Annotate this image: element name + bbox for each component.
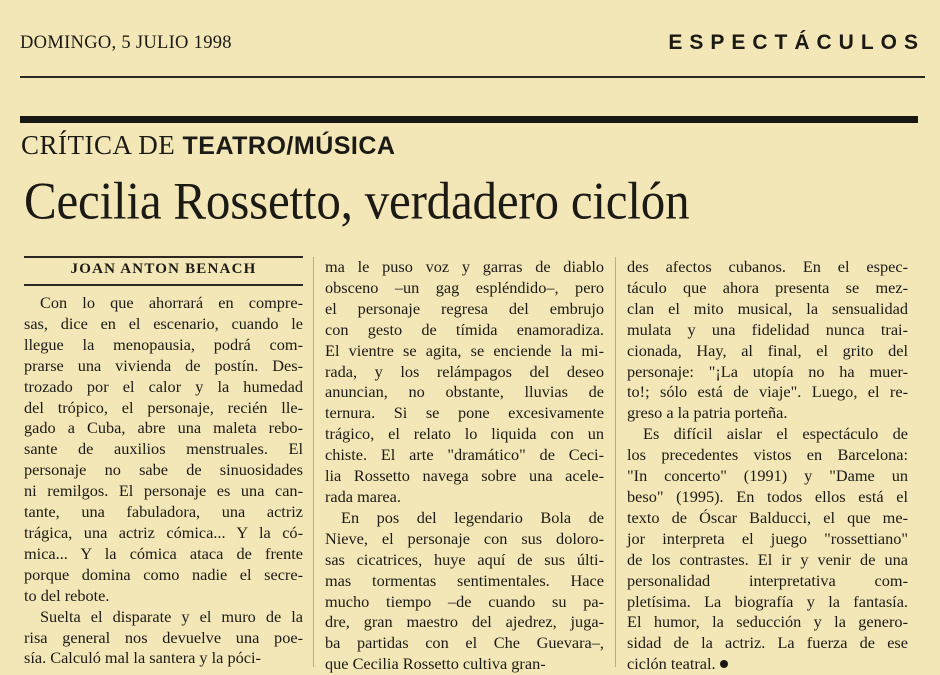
text-line: personaje: "¡La utopía no ha muer- [627,361,908,381]
text-line: "In concerto" (1991) y "Dame un [627,466,908,486]
kicker-prefix: CRÍTICA DE [21,130,183,160]
byline: JOAN ANTON BENACH [70,261,257,277]
text-line: táculo que ahora presenta se mez- [627,277,908,297]
text-line: que Cecilia Rossetto cultiva gran- [325,654,546,674]
text-line: sas, dice en el escenario, cuando le [24,313,303,333]
text-line: des afectos cubanos. En el espec- [627,257,908,276]
end-mark-icon [720,660,728,668]
column-separator [313,257,314,667]
text-line: En pos del legendario Bola de [341,507,604,527]
text-line: del trópico, el personaje, recién lle- [24,397,303,417]
text-line: lia Rossetto navega sobre una acele- [325,466,604,486]
article-column-3 [627,257,908,675]
text-line: porque domina como nadie el secre- [24,564,303,584]
text-line: obsceno –un gag espléndido–, pero [325,277,604,297]
text-line: rada, y los relámpagos del deseo [325,361,604,381]
text-line: sidad de la actriz. La fuerza de ese [627,633,908,653]
article-column-2 [325,257,604,675]
text-line: ma le puso voz y garras de diablo [325,257,604,276]
article-column-1 [24,293,303,669]
text-line: el personaje regresa del embrujo [325,298,604,318]
text-line: to del rebote. [24,585,110,605]
text-line: sía. Calculó mal la santera y la póci- [24,648,261,668]
kicker-bold: TEATRO/MÚSICA [182,132,396,160]
text-line: mulata y una fidelidad nunca trai- [627,319,908,339]
text-line: clan el mito musical, la sensualidad [627,298,908,318]
text-line: sas cicatrices, huye aquí de sus últi- [325,549,604,569]
text-line: mucho tiempo –de cuando su pa- [325,591,604,611]
header-rule [20,76,925,78]
text-line: ni remilgos. El personaje es una can- [24,481,303,501]
text-line: gado a Cuba, abre una maleta rebo- [24,418,303,438]
text-line: trágico, el relato lo liquida con un [325,424,604,444]
text-line: Suelta el disparate y el muro de la [40,606,303,626]
text-line: dre, gran maestro del ajedrez, juga- [325,612,604,632]
text-line: anuncian, no obstante, lluvias de [325,382,604,402]
byline-rule-top [24,256,303,258]
page-header [20,33,925,63]
text-line: Con lo que ahorrará en compre- [40,293,303,312]
text-line: rada marea. [325,486,401,506]
column-separator [615,257,616,667]
text-line: Nieve, el personaje con sus doloro- [325,528,604,548]
text-line: beso" (1995). En todos ellos está el [627,486,908,506]
byline-rule-bottom [24,284,303,286]
text-line: risa general nos devuelve una poe- [24,627,303,647]
article-top-rule [20,116,918,123]
text-line: Es difícil aislar el espectáculo de [643,424,908,444]
article-kicker [21,130,396,161]
text-line: El vientre se agita, se enciende la mi- [325,340,604,360]
text-line: tante, una fabuladora, una actriz [24,502,303,522]
text-line: jor interpreta el juego "rossettiano" [627,528,908,548]
text-line: personaje no sabe de sinuosidades [24,460,303,480]
text-line: mas tormentas sentimentales. Hace [325,570,604,590]
text-line: los precedentes vistos en Barcelona: [627,445,908,465]
text-line: trágica, una actriz cómica... Y la có- [24,522,303,542]
text-line: texto de Óscar Balducci, el que me- [627,507,908,527]
text-line: sante de auxilios menstruales. El [24,439,303,459]
text-line: trozado por el calor y la humedad [24,376,303,396]
text-line: ba partidas con el Che Guevara–, [325,633,604,653]
text-line: pletísima. La biografía y la fantasía. [627,591,908,611]
text-line: ciclón teatral. [627,654,908,675]
text-line: to!; sólo está de viaje". Luego, el re- [627,382,908,402]
text-line: de los contrastes. El ir y venir de una [627,549,908,569]
dateline: DOMINGO, 5 JULIO 1998 [20,33,232,53]
text-line: El humor, la seducción y la genero- [627,612,908,632]
text-line: prarse una vivienda de postín. Des- [24,355,303,375]
article-headline: Cecilia Rossetto, verdadero ciclón [24,171,690,231]
text-line: personalidad interpretativa com- [627,570,908,590]
text-line: greso a la patria porteña. [627,403,788,423]
text-line: mica... Y la cómica ataca de frente [24,543,303,563]
text-line: cionada, Hay, al final, el grito del [627,340,908,360]
text-line: llegue la menopausia, podrá com- [24,334,303,354]
text-line: ternura. Si se pone excesivamente [325,403,604,423]
text-line: chiste. El arte "dramático" de Ceci- [325,445,604,465]
text-line: con gesto de tímida enamoradiza. [325,319,604,339]
section-title: ESPECTÁCULOS [668,31,925,54]
